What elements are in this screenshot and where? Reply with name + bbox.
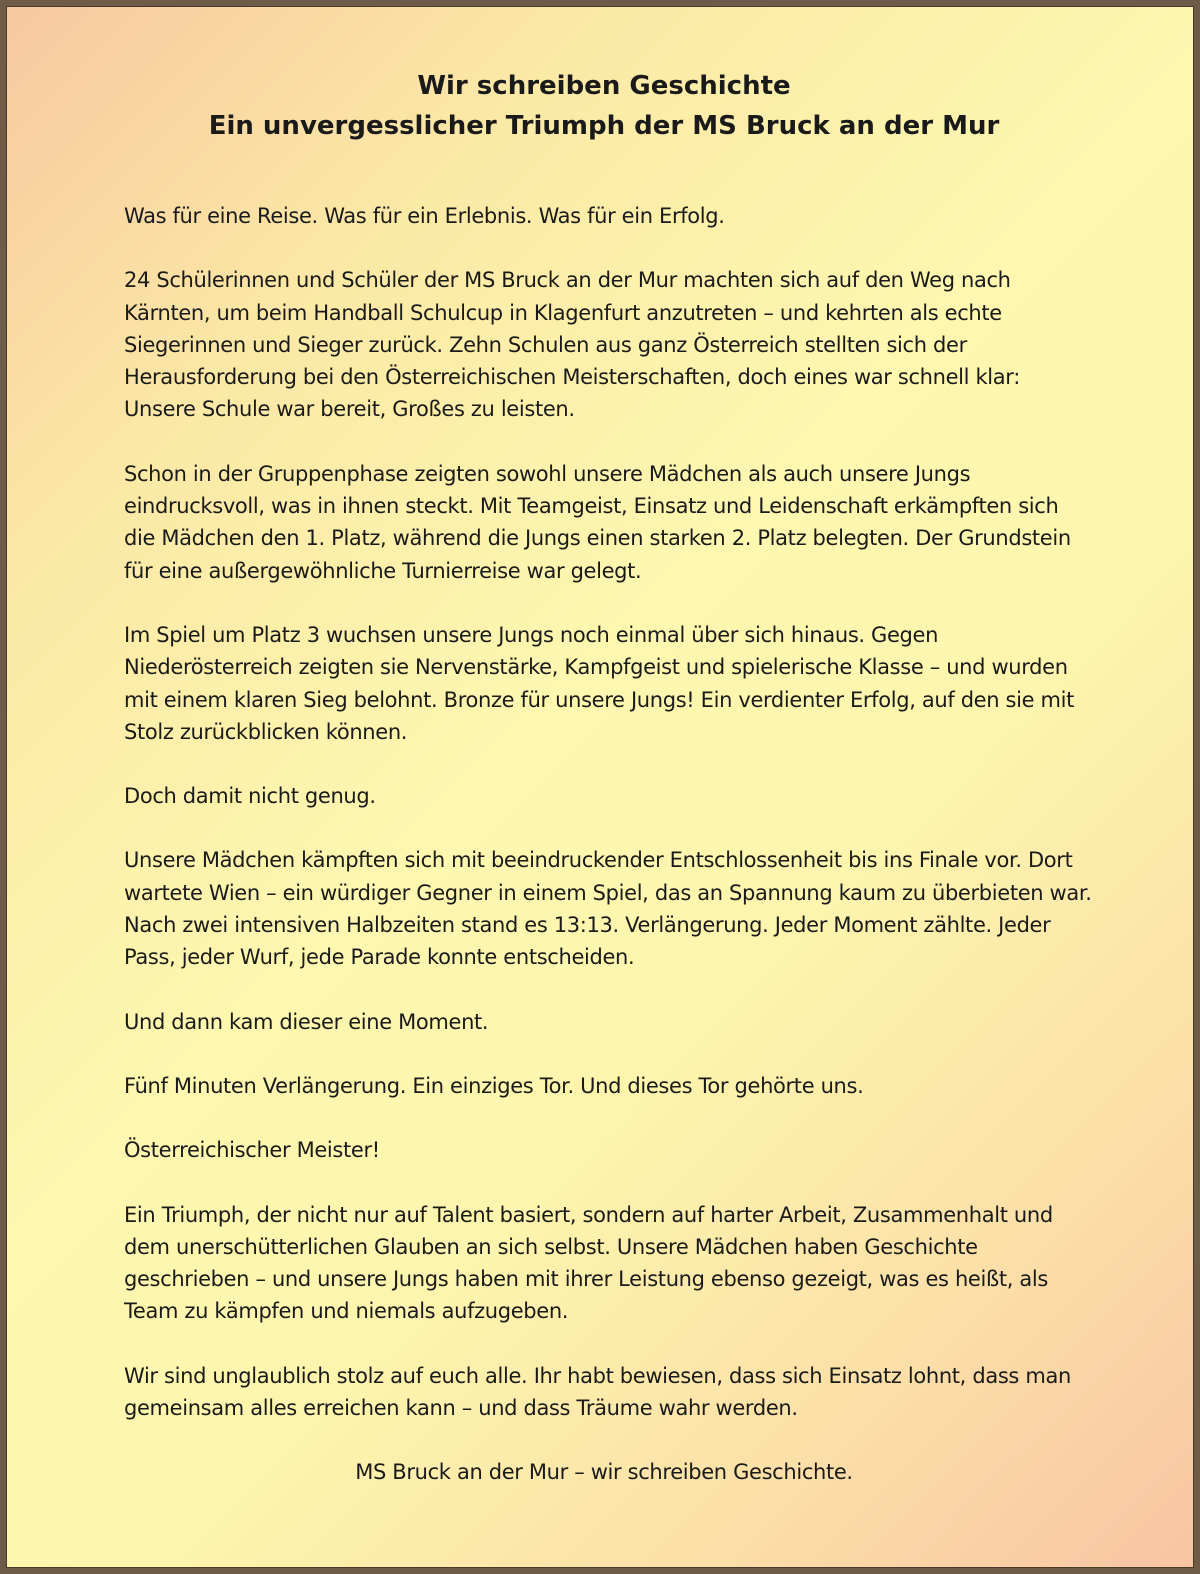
paragraph-champion: Österreichischer Meister! [124,1138,380,1163]
paragraph-group-phase: Schon in der Gruppenphase zeigten sowohl unsere Mädchen als auch unsere Jungs eindrucksvoll, was in ihnen steckt. Mit Teamgeist, Einsatz und Leidenschaft erkämpften sich die Mädchen den 1. Platz, während die Jungs einen starken 2. Platz belegten. Der Grundstein für eine außergewöhnliche Turnierreise war gelegt. [124,461,1071,583]
title-line-1: Wir schreiben Geschichte [417,71,791,101]
closing-line: MS Bruck an der Mur – wir schreiben Geschichte. [355,1460,853,1485]
document-content [124,66,1094,1521]
paragraph-intro: Was für eine Reise. Was für ein Erlebnis. Was für ein Erfolg. [124,204,725,228]
paragraph-triumph: Ein Triumph, der nicht nur auf Talent basiert, sondern auf harter Arbeit, Zusammenhalt und dem unerschütterlichen Glauben an sich selbst. Unsere Mädchen haben Geschichte geschrieben – und unsere Jungs haben mit ihrer Leistung ebenso gezeigt, was es heißt, als Team zu kämpfen und niemals aufzugeben. [124,1202,1053,1324]
article-body [124,200,1094,1489]
paragraph-third-place: Im Spiel um Platz 3 wuchsen unsere Jungs noch einmal über sich hinaus. Gegen Niederösterreich zeigten sie Nervenstärke, Kampfgeist und spielerische Klasse – und wurden mit einem klaren Sieg belohnt. Bronze für unsere Jungs! Ein verdienter Erfolg, auf den sie mit Stolz zurückblicken können. [124,622,1074,744]
paragraph-journey: 24 Schülerinnen und Schüler der MS Bruck an der Mur machten sich auf den Weg nach Kärnten, um beim Handball Schulcup in Klagenfurt anzutreten – und kehrten als echte Siegerinnen und Sieger zurück. Zehn Schulen aus ganz Österreich stellten sich der Herausforderung bei den Österreichischen Meisterschaften, doch eines war schnell klar: Unsere Schule war bereit, Großes zu leisten. [124,268,1020,422]
paragraph-moment: Und dann kam dieser eine Moment. [124,1009,489,1034]
document-title [124,66,1084,146]
title-line-2: Ein unvergesslicher Triumph der MS Bruck an der Mur [208,111,1000,141]
paragraph-overtime: Fünf Minuten Verlängerung. Ein einziges Tor. Und dieses Tor gehörte uns. [124,1073,864,1098]
paragraph-final: Unsere Mädchen kämpften sich mit beeindruckender Entschlossenheit bis ins Finale vor. Dort wartete Wien – ein würdiger Gegner in einem Spiel, das an Spannung kaum zu überbieten war. Nach zwei intensiven Halbzeiten stand es 13:13. Verlängerung. Jeder Moment zählte. Jeder Pass, jeder Wurf, jede Parade konnte entscheiden. [124,848,1092,970]
paragraph-not-enough: Doch damit nicht genug. [124,784,376,809]
paragraph-proud: Wir sind unglaublich stolz auf euch alle. Ihr habt bewiesen, dass sich Einsatz lohnt, dass man gemeinsam alles erreichen kann – und dass Träume wahr werden. [124,1363,1071,1421]
